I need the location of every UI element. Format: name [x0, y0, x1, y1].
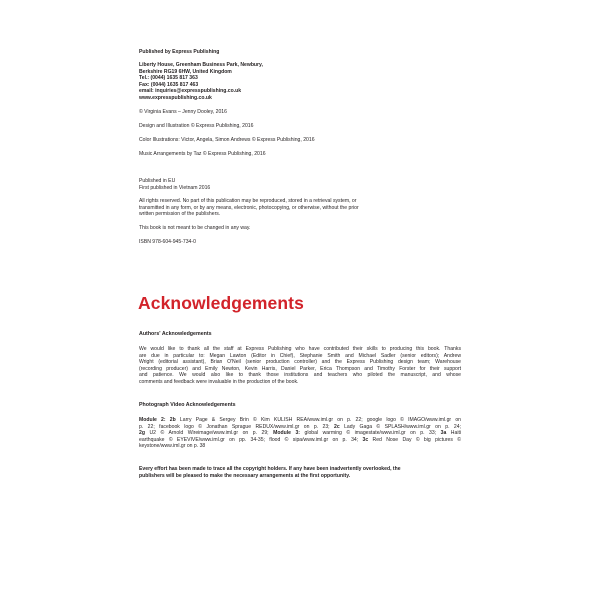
fax-line: Fax: (0044) 1635 817 463	[139, 81, 199, 88]
rights-line: transmitted in any form, or by any means, electronic, photocopying, or otherwise, without the prior	[139, 204, 359, 211]
text-run: Larry Page & Sergey Brin © Kim KULISH REA/www.iml.gr on p. 22; google logo © IMAGO/www.iml.gr on	[175, 417, 461, 423]
bold-run: 2g	[139, 430, 145, 437]
authors-acknowledgements-text	[139, 346, 461, 386]
text-run: Red Nose Day © big pictures ©	[368, 436, 461, 443]
bold-run: Module 3:	[273, 430, 300, 437]
photo-acknowledgements	[139, 402, 461, 450]
rights-line: All rights reserved. No part of this publication may be reproduced, stored in a retrieval system, or	[139, 198, 357, 205]
text-line	[139, 417, 461, 424]
website-line: www.expresspublishing.co.uk	[139, 94, 212, 101]
closing-note	[139, 466, 461, 479]
first-published: First published in Vietnam 2016	[139, 184, 211, 191]
publisher-info	[139, 49, 461, 158]
text-line: (recording producer) and Emily Newton, Kevin Harris, Daniel Parker, Erica Thompson and Timothy Forster for their support	[139, 365, 461, 372]
text-run: p. 22; facebook logo © Jonathan Sprague REDUX/www.iml.gr on p. 23;	[139, 423, 335, 430]
text-run: Lady Gaga © SPLASH/www.iml.gr on p. 24;	[339, 423, 461, 430]
text-line	[139, 437, 461, 444]
text-line	[139, 430, 461, 437]
bold-run: 2c	[334, 423, 340, 430]
text-run: Haiti	[446, 430, 461, 437]
email-line: email: inquiries@expresspublishing.co.uk	[139, 88, 242, 95]
address-line: Berkshire RG19 6HW, United Kingdom	[139, 68, 232, 75]
closing-line: publishers will be pleased to make the necessary arrangements at the first opportunity.	[139, 472, 351, 479]
color-illustrations-credit: Color Illustrations: Victor, Angela, Simon Andrews © Express Publishing, 2016	[139, 137, 315, 144]
authors-copyright: © Virginia Evans – Jenny Dooley, 2016	[139, 109, 227, 116]
authors-acknowledgements	[139, 331, 461, 386]
text-line: and patience. We would also like to thank those institutions and teachers who piloted the manuscript, and whose	[139, 372, 461, 379]
text-line: Wright (editorial assistant), Brian O'Neil (senior production controller) and the Express Publishing design team; Warehouse	[139, 359, 461, 366]
text-run: global warming © imagestate/www.iml.gr on p. 33;	[300, 430, 441, 437]
text-line: comments and feedback were invaluable in the production of the book.	[139, 378, 299, 385]
photo-acknowledgements-text	[139, 417, 461, 450]
bold-run: Module 2: 2b	[139, 417, 176, 423]
address-line: Liberty House, Greenham Business Park, Newbury,	[139, 61, 263, 68]
published-by: Published by Express Publishing	[139, 49, 220, 55]
text-run: U2 © Arnold Wireimage/www.iml.gr on p. 29;	[144, 430, 274, 437]
text-run: earthquake © EYEVIVE/www.iml.gr on pp. 34-35; flood © sipa/www.iml.gr on p. 34;	[139, 436, 363, 443]
rights-line: written permission of the publishers.	[139, 211, 221, 218]
acknowledgements-heading: Acknowledgements	[138, 293, 304, 313]
bold-run: 3a	[440, 430, 447, 437]
text-run: keystone/www.iml.gr on p. 38	[139, 443, 206, 450]
publication-info	[139, 178, 461, 245]
text-line: are due in particular to: Megan Lawton (Editor in Chief), Stephanie Smith and Michael Sadler (senior editors); Andrew	[139, 352, 461, 359]
published-in: Published in EU	[139, 178, 176, 184]
not-changed-note: This book is not meant to be changed in any way.	[139, 224, 251, 231]
closing-line: Every effort has been made to trace all the copyright holders. If any have been inadvertently overlooked, the	[139, 466, 401, 472]
design-credit: Design and Illustration © Express Publishing, 2016	[139, 123, 254, 130]
music-credit: Music Arrangements by Taz © Express Publishing, 2016	[139, 151, 266, 158]
bold-run: 3c	[362, 436, 369, 443]
text-line: We would like to thank all the staff at Express Publishing who have contributed their skills to producing this book. Thanks	[139, 346, 461, 352]
isbn: ISBN 978-604-945-734-0	[139, 238, 196, 245]
authors-acknowledgements-title: Authors' Acknowledgements	[139, 331, 212, 337]
text-line	[139, 443, 461, 450]
photo-acknowledgements-title: Photograph Video Acknowledgements	[139, 402, 236, 408]
phone-line: Tel.: (0044) 1635 817 363	[139, 75, 198, 82]
